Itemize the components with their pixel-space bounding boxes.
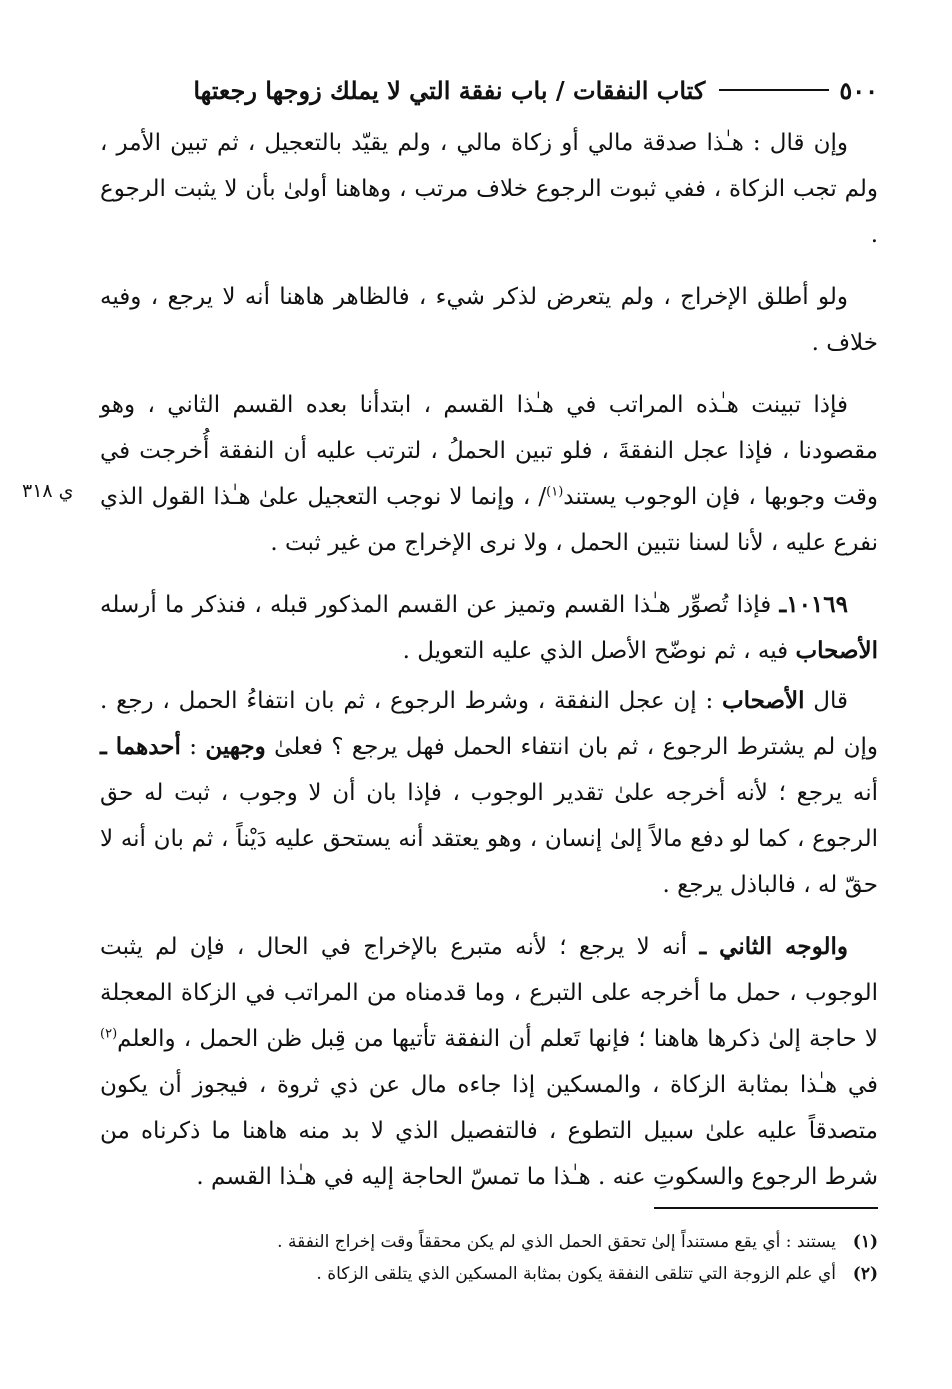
footnote-number: (١) bbox=[852, 1232, 878, 1252]
paragraph-5: قال الأصحاب : إن عجل النفقة ، وشرط الرجوع ، ثم بان انتفاءُ الحمل ، رجع . وإن لم يشترط الرجوع ، ثم بان انتفاء الحمل فهل يرجع ؟ فعلىٰ وجهين : أحدهما ـ أنه يرجع ؛ لأنه أخرجه علىٰ تقدير الوجوب ، فإذا بان أن لا وجوب ، ثبت له حق الرجوع ، كما لو دفع مالاً إلىٰ إنسان ، وهو يعتقد أنه يستحق عليه دَيْناً ، ثم بان أنه لا حقّ له ، فالباذل يرجع . bbox=[100, 687, 878, 898]
margin-page-reference: ي ٣١٨ bbox=[22, 480, 74, 502]
footnote-1 bbox=[100, 1226, 878, 1258]
footnote-text: يستند : أي يقع مستنداً إلىٰ تحقق الحمل الذي لم يكن محققاً وقت إخراج النفقة . bbox=[277, 1232, 836, 1252]
footnotes bbox=[100, 1226, 878, 1290]
footnote-2 bbox=[100, 1258, 878, 1290]
paragraph-3: فإذا تبينت هـٰذه المراتب في هـٰذا القسم ، ابتدأنا بعده القسم الثاني ، وهو مقصودنا ، فإذا عجل النفقةَ ، فلو تبين الحملُ ، لترتب عليه أن النفقة أُخرجت في وقت وجوبها ، فإن الوجوب يستند$^{(١)}$/ ، وإنما لا نوجب التعجيل علىٰ هـٰذا القول الذي نفرع عليه ، لأنا لسنا نتبين الحمل ، ولا نرى الإخراج من غير ثبت . bbox=[100, 392, 878, 556]
page-number: ٥٠٠ bbox=[839, 75, 878, 105]
footnote-text: أي علم الزوجة التي تتلقى النفقة يكون بمثابة المسكين الذي يتلقى الزكاة . bbox=[316, 1264, 836, 1284]
footnote-ref-1[interactable]: (١) bbox=[546, 484, 564, 500]
footnote-number: (٢) bbox=[852, 1264, 878, 1284]
header-rule bbox=[719, 89, 829, 91]
paragraph-1: وإن قال : هـٰذا صدقة مالي أو زكاة مالي ، ولم يقيّد بالتعجيل ، ثم تبين الأمر ، ولم تجب الزكاة ، ففي ثبوت الرجوع خلاف مرتب ، وهاهنا أولىٰ بأن لا يثبت الرجوع . bbox=[100, 130, 878, 248]
footnote-ref-2[interactable]: (٢) bbox=[100, 1026, 118, 1042]
paragraph-6: والوجه الثاني ـ أنه لا يرجع ؛ لأنه متبرع بالإخراج في الحال ، فإن لم يثبت الوجوب ، حمل ما أخرجه على التبرع ، وما قدمناه من المراتب في الزكاة المعجلة لا حاجة إلىٰ ذكرها هاهنا ؛ فإنها تَعلم أن النفقة تأتيها من قِبل ظن الحمل ، والعلم$^{(٢)}$ في هـٰذا بمثابة الزكاة ، والمسكين إذا جاءه مال عن ذي ثروة ، فيجوز أن يكون متصدقاً عليه علىٰ سبيل التطوع ، فالتفصيل الذي لا بد منه هاهنا ما ذكرناه من شرط الرجوع والسكوتِ عنه . هـٰذا ما تمسّ الحاجة إليه في هـٰذا القسم . bbox=[100, 933, 878, 1190]
header-title: كتاب النفقات / باب نفقة التي لا يملك زوجها رجعتها bbox=[193, 75, 706, 105]
main-text bbox=[100, 120, 878, 1216]
running-header bbox=[100, 68, 878, 112]
paragraph-number: ١٠١٦٩ـ bbox=[779, 591, 848, 618]
paragraph-4: ١٠١٦٩ـ فإذا تُصوِّر هـٰذا القسم وتميز عن القسم المذكور قبله ، فنذكر ما أرسله الأصحاب فيه ، ثم نوضّح الأصل الذي عليه التعويل . bbox=[100, 591, 878, 664]
paragraph-2: ولو أطلق الإخراج ، ولم يتعرض لذكر شيء ، فالظاهر هاهنا أنه لا يرجع ، وفيه خلاف . bbox=[100, 284, 878, 356]
footnote-separator bbox=[654, 1207, 878, 1209]
